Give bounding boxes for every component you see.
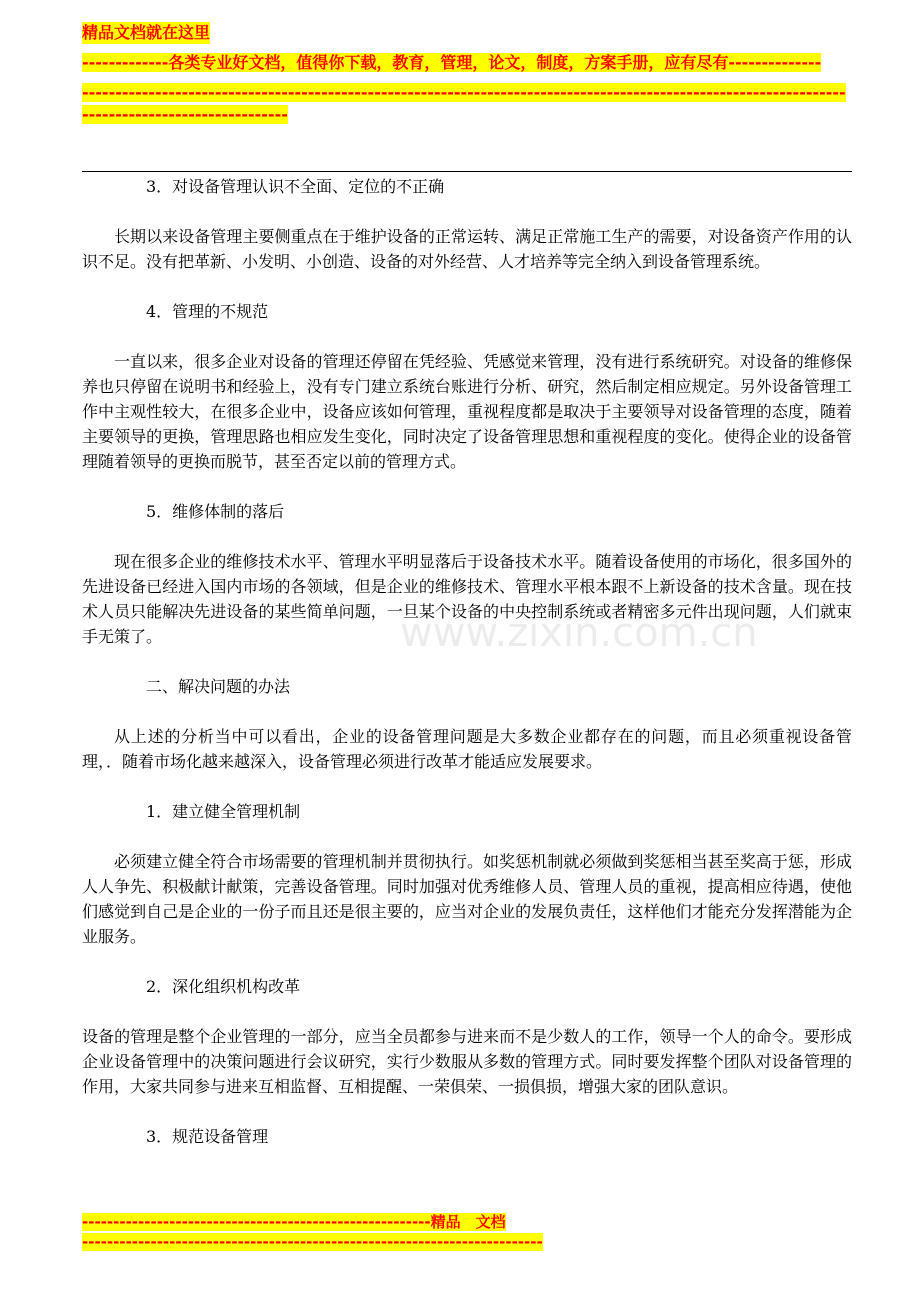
header-tagline: -------------各类专业好文档，值得你下载，教育，管理，论文，制度，方案手册，应有尽有-------------- — [82, 53, 822, 72]
paragraph-4: 一直以来，很多企业对设备的管理还停留在凭经验、凭感觉来管理，没有进行系统研究。对设备的维修保养也只停留在说明书和经验上，没有专门建立系统台账进行分析、研究，然后制定相应规定。另外设备管理工作中主观性较大，在很多企业中，设备应该如何管理，重视程度都是取决于主要领导对设备管理的态度，随着主要领导的更换，管理思路也相应发生变化，同时决定了设备管理思想和重视程度的变化。使得企业的设备管理随着领导的更换而脱节，甚至否定以前的管理方式。 — [82, 352, 852, 471]
header-dash-line: -------------------------------------------------------------------------------------------------------------------------------------------------- — [82, 83, 846, 124]
section-heading-3: 3．对设备管理认识不全面、定位的不正确 — [146, 177, 445, 196]
watermark: www.zixin.com.cn — [400, 610, 758, 656]
header-title: 精品文档就在这里 — [82, 23, 211, 42]
chapter-heading-2: 二、解决问题的办法 — [146, 677, 291, 696]
paragraph-2: 从上述的分析当中可以看出，企业的设备管理问题是大多数企业都存在的问题，而且必须重视设备管理，．随着市场化越来越深入，设备管理必须进行改革才能适应发展要求。 — [82, 727, 852, 771]
paragraph-s1: 必须建立健全符合市场需要的管理机制并贯彻执行。如奖惩机制就必须做到奖惩相当甚至奖高于惩，形成人人争先、积极献计献策，完善设备管理。同时加强对优秀维修人员、管理人员的重视，提高相应待遇，使他们感觉到自己是企业的一份子而且还是很主要的，应当对企业的发展负责任，这样他们才能充分发挥潜能为企业服务。 — [82, 852, 852, 946]
section-heading-4: 4．管理的不规范 — [146, 302, 269, 321]
document-body — [82, 174, 852, 1174]
subsection-heading-2: 2．深化组织机构改革 — [146, 977, 301, 996]
subsection-heading-1: 1．建立健全管理机制 — [146, 802, 301, 821]
paragraph-3: 长期以来设备管理主要侧重点在于维护设备的正常运转、满足正常施工生产的需要，对设备资产作用的认识不足。没有把革新、小发明、小创造、设备的对外经营、人才培养等完全纳入到设备管理系统。 — [82, 227, 852, 271]
header-dashes — [82, 82, 852, 126]
section-heading-5: 5．维修体制的落后 — [146, 502, 285, 521]
paragraph-s2: 设备的管理是整个企业管理的一部分，应当全员都参与进来而不是少数人的工作，领导一个人的命令。要形成企业设备管理中的决策问题进行会议研究，实行少数服从多数的管理方式。同时要发挥整个团队对设备管理的作用，大家共同参与进来互相监督、互相提醒、一荣俱荣、一损俱损，增强大家的团队意识。 — [82, 1027, 852, 1096]
paragraph-5: 现在很多企业的维修技术水平、管理水平明显落后于设备技术水平。随着设备使用的市场化，很多国外的先进设备已经进入国内市场的各领域，但是企业的维修技术、管理水平根本跟不上新设备的技术含量。现在技术人员只能解决先进设备的某些简单问题，一旦某个设备的中央控制系统或者精密多元件出现问题，人们就束手无策了。 — [82, 552, 852, 646]
footer-line-2: -------------------------------------------------------------------------- — [82, 1233, 543, 1251]
page-header — [82, 22, 852, 126]
footer-line-1: --------------------------------------------------------精品 文档 — [82, 1213, 506, 1231]
subsection-heading-3: 3．规范设备管理 — [146, 1127, 269, 1146]
header-rule — [82, 171, 852, 172]
page-footer — [82, 1212, 682, 1252]
